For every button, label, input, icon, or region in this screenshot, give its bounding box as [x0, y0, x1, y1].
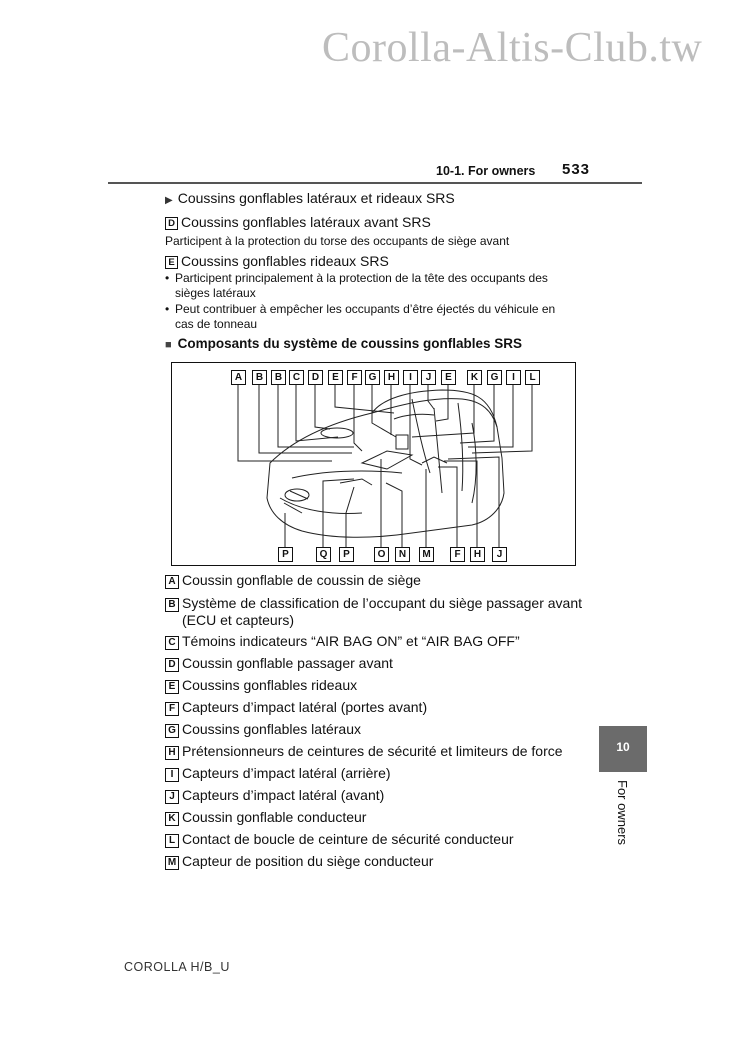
legend-item-d: D Coussin gonflable passager avant [165, 655, 393, 672]
subheading: ▶ Coussins gonflables latéraux et rideaux SRS [165, 190, 455, 206]
diagram-label-b: B [271, 370, 286, 385]
legend-item-b-cont: (ECU et capteurs) [182, 612, 295, 628]
diagram-label-q: Q [316, 547, 331, 562]
chapter-number: 10 [616, 740, 630, 754]
letter-box: C [165, 636, 179, 650]
diagram-label-p: P [278, 547, 293, 562]
bullet-1: • Participent principalement à la protection de la tête des occupants des [165, 271, 548, 285]
diagram-label-b: B [252, 370, 267, 385]
diagram-label-g: G [365, 370, 380, 385]
letter-box: B [165, 598, 179, 612]
diagram-label-m: M [419, 547, 434, 562]
header-rule [108, 182, 642, 184]
square-bullet-icon: ■ [165, 339, 172, 351]
diagram-label-l: L [525, 370, 540, 385]
letter-box: D [165, 658, 179, 672]
bullet-2: • Peut contribuer à empêcher les occupants d’être éjectés du véhicule en [165, 302, 556, 316]
legend-item-f: F Capteurs d’impact latéral (portes avant) [165, 699, 427, 716]
footer-model: COROLLA H/B_U [124, 960, 230, 974]
legend-item-e: E Coussins gonflables rideaux [165, 677, 357, 694]
diagram-label-i: I [403, 370, 418, 385]
chapter-label: For owners [615, 780, 630, 846]
car-illustration [172, 363, 575, 565]
diagram-label-g: G [487, 370, 502, 385]
legend-item-g: G Coussins gonflables latéraux [165, 721, 361, 738]
diagram-label-i: I [506, 370, 521, 385]
diagram-label-d: D [308, 370, 323, 385]
legend-item-j: J Capteurs d’impact latéral (avant) [165, 787, 384, 804]
legend-item-h: H Prétensionneurs de ceintures de sécurité et limiteurs de force [165, 743, 563, 760]
bullet-dot: • [165, 271, 170, 285]
legend-item-l: L Contact de boucle de ceinture de sécurité conducteur [165, 831, 514, 848]
diagram-label-f: F [450, 547, 465, 562]
item-e-title: E Coussins gonflables rideaux SRS [165, 253, 389, 269]
diagram-label-k: K [467, 370, 482, 385]
legend-item-c: C Témoins indicateurs “AIR BAG ON” et “AIR BAG OFF” [165, 633, 520, 650]
legend-item-k: K Coussin gonflable conducteur [165, 809, 366, 826]
diagram-label-a: A [231, 370, 246, 385]
letter-box: I [165, 768, 179, 782]
diagram-label-j: J [421, 370, 436, 385]
diagram-label-h: H [384, 370, 399, 385]
bullet-2-cont: cas de tonneau [175, 317, 258, 331]
letter-box-e: E [165, 256, 178, 269]
triangle-icon: ▶ [165, 195, 173, 206]
components-heading: ■ Composants du système de coussins gonflables SRS [165, 336, 522, 351]
airbag-diagram [171, 362, 576, 566]
letter-box: G [165, 724, 179, 738]
diagram-label-o: O [374, 547, 389, 562]
legend-item-m: M Capteur de position du siège conducteur [165, 853, 433, 870]
diagram-label-h: H [470, 547, 485, 562]
item-d-desc: Participent à la protection du torse des occupants de siège avant [165, 234, 510, 248]
diagram-label-f: F [347, 370, 362, 385]
diagram-label-e: E [328, 370, 343, 385]
bullet-1-cont: sièges latéraux [175, 286, 256, 300]
letter-box: F [165, 702, 179, 716]
letter-box: A [165, 575, 179, 589]
letter-box-d: D [165, 217, 178, 230]
diagram-label-n: N [395, 547, 410, 562]
diagram-label-e: E [441, 370, 456, 385]
letter-box: K [165, 812, 179, 826]
page-number: 533 [562, 161, 591, 178]
bullet-dot: • [165, 302, 170, 316]
legend-item-b: B Système de classification de l’occupant du siège passager avant [165, 595, 582, 612]
diagram-label-p: P [339, 547, 354, 562]
section-title: 10-1. For owners [436, 164, 536, 178]
letter-box: M [165, 856, 179, 870]
watermark: Corolla-Altis-Club.tw [322, 25, 703, 71]
chapter-tab[interactable] [599, 726, 647, 772]
item-d-title: D Coussins gonflables latéraux avant SRS [165, 214, 431, 230]
letter-box: L [165, 834, 179, 848]
legend-item-i: I Capteurs d’impact latéral (arrière) [165, 765, 391, 782]
letter-box: J [165, 790, 179, 804]
letter-box: E [165, 680, 179, 694]
letter-box: H [165, 746, 179, 760]
legend-item-a: A Coussin gonflable de coussin de siège [165, 572, 421, 589]
diagram-label-j: J [492, 547, 507, 562]
diagram-label-c: C [289, 370, 304, 385]
